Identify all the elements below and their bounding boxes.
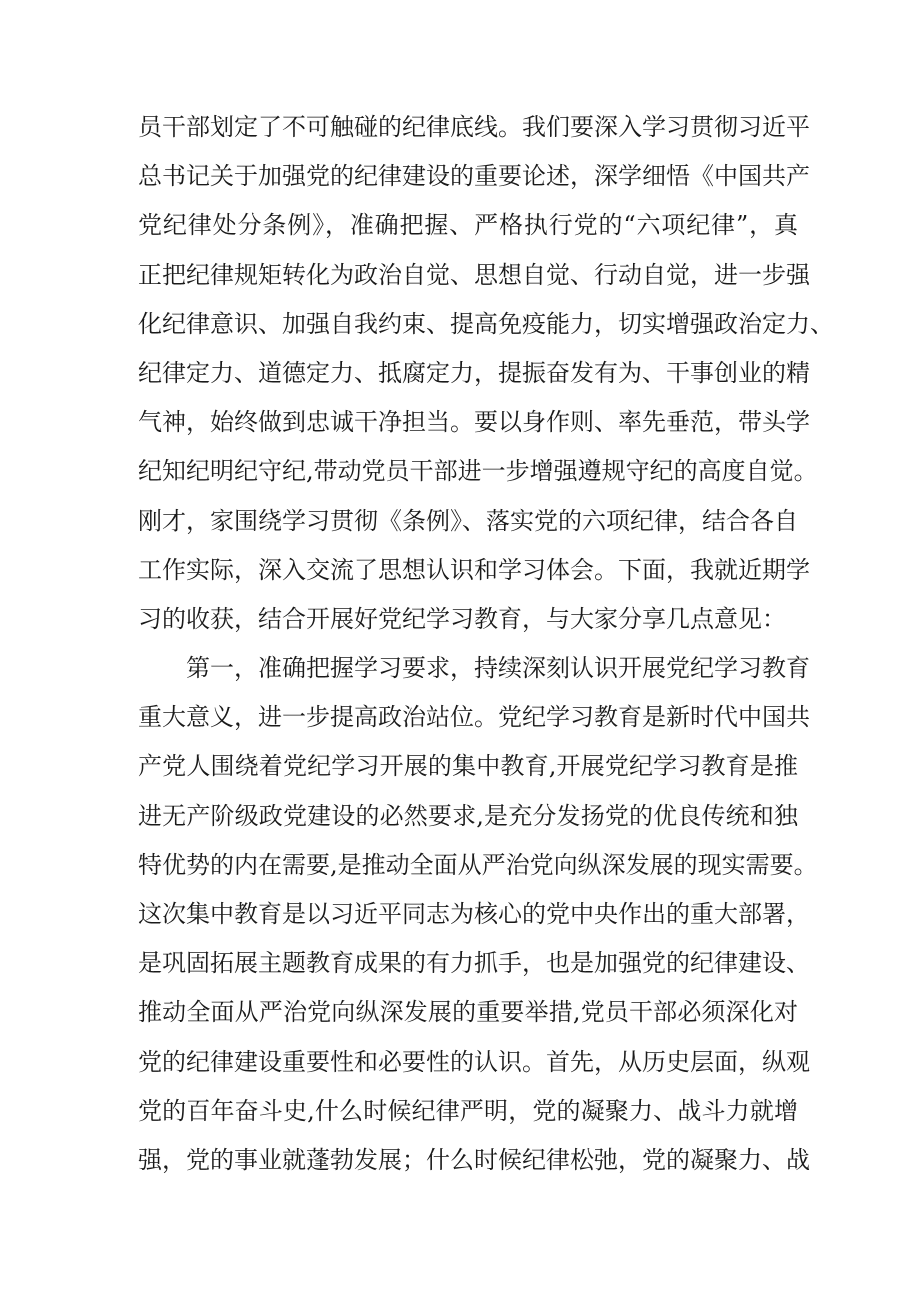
text-line: 这次集中教育是以习近平同志为核心的党中央作出的重大部署， [138, 900, 810, 928]
text-line: 工作实际，深入交流了思想认识和学习体会。下面，我就近期学 [138, 555, 810, 584]
text-line: 化纪律意识、加强自我约束、提高免疫能力，切实增强政治定力、 [138, 309, 834, 338]
text-line: 纪律定力、道德定力、抵腐定力，提振奋发有为、干事创业的精 [138, 358, 810, 387]
text-line: 党的纪律建设重要性和必要性的认识。首先，从历史层面，纵观 [138, 1047, 810, 1076]
text-line: 习的收获，结合开展好党纪学习教育，与大家分享几点意见： [138, 604, 786, 633]
text-line: 特优势的内在需要,是推动全面从严治党向纵深发展的现实需要。 [138, 850, 818, 879]
text-line: 产党人围绕着党纪学习开展的集中教育,开展党纪学习教育是推 [138, 752, 798, 781]
text-line: 是巩固拓展主题教育成果的有力抓手，也是加强党的纪律建设、 [138, 949, 810, 978]
body-text [138, 103, 834, 1185]
text-line: 员干部划定了不可触碰的纪律底线。我们要深入学习贯彻习近平 [138, 113, 810, 141]
text-line: 推动全面从严治党向纵深发展的重要举措,党员干部必须深化对 [138, 998, 798, 1027]
text-line: 进无产阶级政党建设的必然要求,是充分发扬党的优良传统和独 [138, 801, 798, 830]
text-line: 气神，始终做到忠诚干净担当。要以身作则、率先垂范，带头学 [138, 408, 810, 437]
text-line: 党纪律处分条例》，准确把握、严格执行党的“六项纪律”，真 [138, 211, 798, 240]
paragraph-first-line: 第一，准确把握学习要求，持续深刻认识开展党纪学习教育 [186, 654, 810, 683]
text-line: 强，党的事业就蓬勃发展；什么时候纪律松弛，党的凝聚力、战 [138, 1145, 810, 1174]
text-line: 重大意义，进一步提高政治站位。党纪学习教育是新时代中国共 [138, 703, 810, 732]
text-line: 纪知纪明纪守纪,带动党员干部进一步增强遵规守纪的高度自觉。 [138, 457, 818, 486]
text-line: 总书记关于加强党的纪律建设的重要论述，深学细悟《中国共产 [138, 162, 810, 191]
text-line: 刚才，家围绕学习贯彻《条例》、落实党的六项纪律，结合各自 [138, 506, 798, 535]
text-line: 正把纪律规矩转化为政治自觉、思想自觉、行动自觉，进一步强 [138, 260, 810, 289]
text-line: 党的百年奋斗史,什么时候纪律严明，党的凝聚力、战斗力就增 [138, 1096, 798, 1125]
